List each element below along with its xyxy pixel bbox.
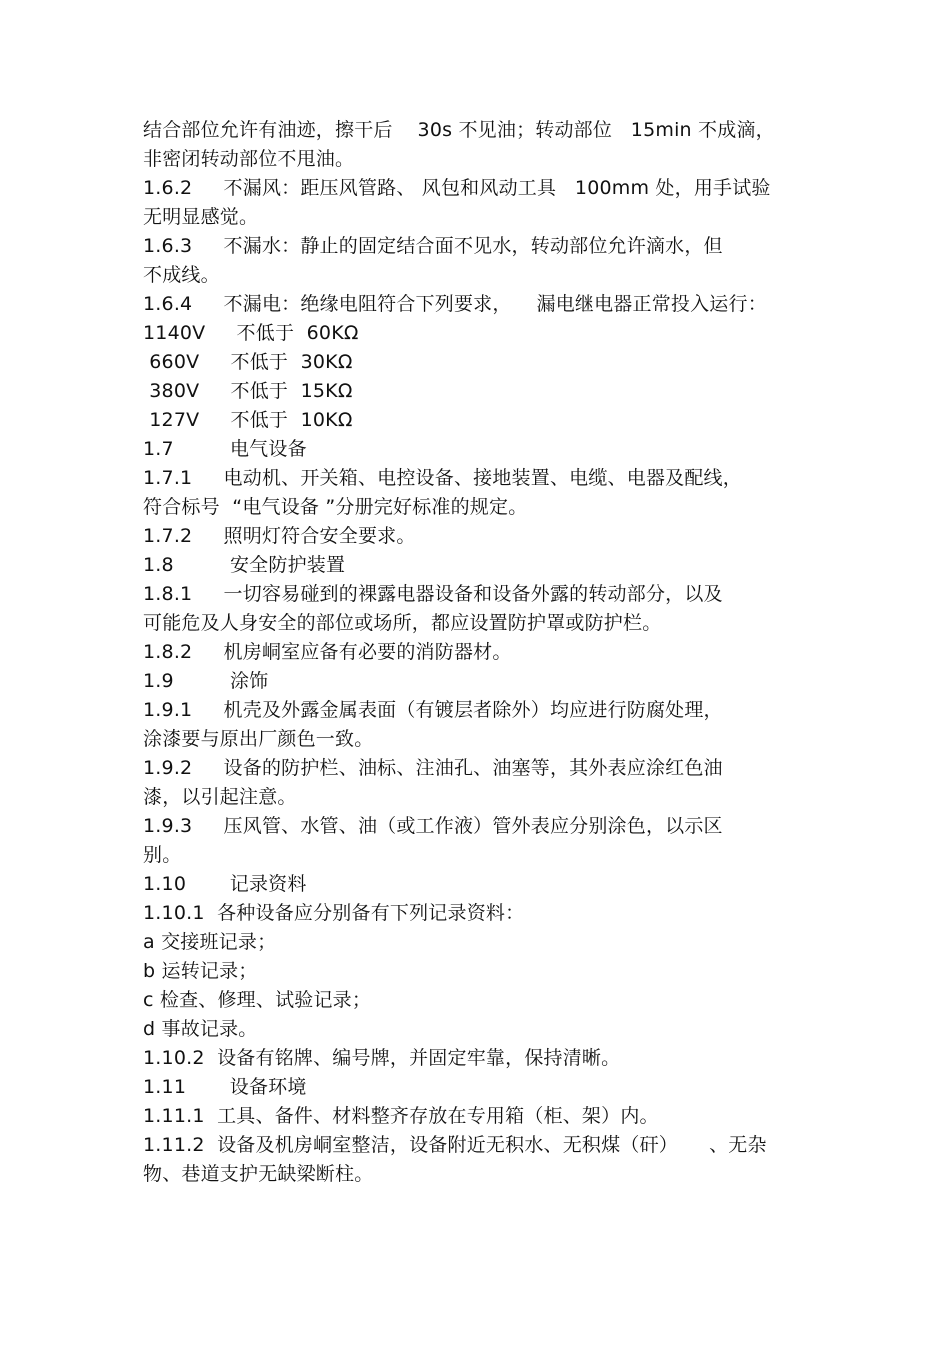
text-line: 1.6.2 不漏风：距压风管路、 风包和风动工具 100mm 处，用手试验 [143, 177, 771, 199]
list-item: d 事故记录。 [143, 1018, 258, 1040]
text-line: 非密闭转动部位不甩油。 [143, 148, 355, 170]
text-line: 1.8.2 机房峒室应备有必要的消防器材。 [143, 641, 512, 663]
text-line: 符合标号 “电气设备 ”分册完好标准的规定。 [143, 496, 528, 518]
list-item: a 交接班记录； [143, 931, 277, 953]
text-line: 1.11.2 设备及机房峒室整洁，设备附近无积水、无积煤（矸） 、无杂 [143, 1134, 767, 1156]
text-line: 380V 不低于 15KΩ [143, 380, 353, 402]
text-line: 1.8.1 一切容易碰到的裸露电器设备和设备外露的转动部分，以及 [143, 583, 723, 605]
text-line: 127V 不低于 10KΩ [143, 409, 353, 431]
text-line: 1140V 不低于 60KΩ [143, 322, 359, 344]
section-heading: 1.11 设备环境 [143, 1076, 307, 1098]
text-line: 结合部位允许有油迹，擦干后 30s 不见油；转动部位 15min 不成滴， [143, 119, 775, 141]
text-line: 漆，以引起注意。 [143, 786, 297, 808]
text-line: 660V 不低于 30KΩ [143, 351, 353, 373]
section-heading: 1.8 安全防护装置 [143, 554, 346, 576]
list-item: c 检查、修理、试验记录； [143, 989, 372, 1011]
text-line: 涂漆要与原出厂颜色一致。 [143, 728, 374, 750]
text-line: 1.6.3 不漏水：静止的固定结合面不见水，转动部位允许滴水，但 [143, 235, 723, 257]
text-line: 别。 [143, 844, 182, 866]
text-line: 无明显感觉。 [143, 206, 259, 228]
text-line: 可能危及人身安全的部位或场所，都应设置防护罩或防护栏。 [143, 612, 662, 634]
text-line: 不成线。 [143, 264, 220, 286]
text-line: 1.10.2 设备有铭牌、编号牌，并固定牢靠，保持清晰。 [143, 1047, 621, 1069]
list-item: b 运转记录； [143, 960, 258, 982]
text-line: 物、巷道支护无缺梁断柱。 [143, 1163, 374, 1185]
text-line: 1.9.2 设备的防护栏、油标、注油孔、油塞等，其外表应涂红色油 [143, 757, 723, 779]
section-heading: 1.7 电气设备 [143, 438, 307, 460]
text-line: 1.10.1 各种设备应分别备有下列记录资料： [143, 902, 525, 924]
text-line: 1.6.4 不漏电：绝缘电阻符合下列要求， 漏电继电器正常投入运行： [143, 293, 767, 315]
document-body [143, 116, 823, 1189]
text-line: 1.7.2 照明灯符合安全要求。 [143, 525, 416, 547]
text-line: 1.9.1 机壳及外露金属表面（有镀层者除外）均应进行防腐处理， [143, 699, 723, 721]
text-line: 1.9.3 压风管、水管、油（或工作液）管外表应分别涂色，以示区 [143, 815, 723, 837]
section-heading: 1.10 记录资料 [143, 873, 307, 895]
section-heading: 1.9 涂饰 [143, 670, 269, 692]
text-line: 1.7.1 电动机、开关箱、电控设备、接地装置、电缆、电器及配线， [143, 467, 742, 489]
text-line: 1.11.1 工具、备件、材料整齐存放在专用箱（柜、架）内。 [143, 1105, 659, 1127]
